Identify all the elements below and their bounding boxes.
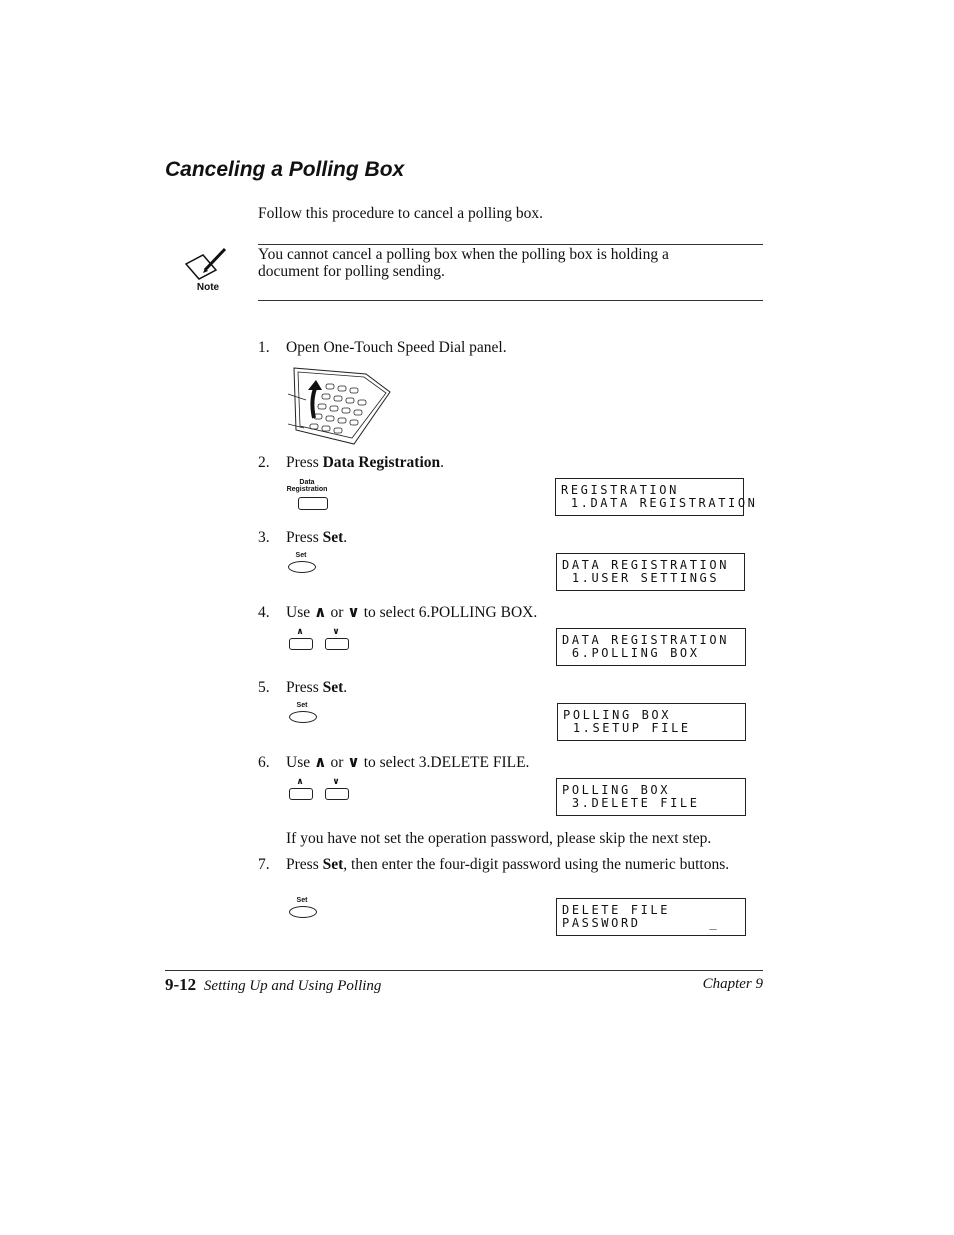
up-arrow-icon: ∧ [313,603,327,621]
note-label: Note [196,282,220,293]
step-number: 1. [258,339,270,356]
step-number: 3. [258,529,270,546]
up-arrow-icon: ∧ [296,776,304,786]
step-number: 6. [258,754,270,771]
note-text: You cannot cancel a polling box when the polling box is holding a document for polling sending. [258,246,669,280]
down-arrow-icon: ∨ [347,603,360,621]
intro-text: Follow this procedure to cancel a polling box. [258,205,543,222]
lcd-display: POLLING BOX 3.DELETE FILE [556,778,746,816]
step-text: Press Set. [286,529,348,546]
set-button[interactable] [288,561,316,573]
lcd-display: DATA REGISTRATION 1.USER SETTINGS [556,553,745,591]
footer-left [165,975,381,995]
step-text: Open One-Touch Speed Dial panel. [286,339,507,356]
down-arrow-icon: ∨ [347,753,360,771]
step-text: Press Data Registration. [286,454,445,471]
speed-dial-panel-illustration [286,362,394,448]
chapter-label: Chapter 9 [702,976,763,992]
page-number: 9-12 [165,975,197,994]
lcd-display: REGISTRATION 1.DATA REGISTRATION [555,478,744,516]
lcd-display: DATA REGISTRATION 6.POLLING BOX [556,628,746,666]
section-title: Setting Up and Using Polling [203,978,382,994]
set-button-label: Set [296,702,308,709]
up-button[interactable] [289,638,313,650]
set-button-label: Set [295,552,307,559]
up-arrow-icon: ∧ [296,626,304,636]
down-button[interactable] [325,788,349,800]
note-bottom-rule [258,300,763,301]
step-number: 5. [258,679,270,696]
page-title: Canceling a Polling Box [165,158,405,181]
down-arrow-icon: ∨ [332,776,340,786]
up-button[interactable] [289,788,313,800]
down-arrow-icon: ∨ [332,626,340,636]
lcd-display: DELETE FILE PASSWORD _ [556,898,746,936]
set-button[interactable] [289,711,317,723]
skip-note-text: If you have not set the operation password, please skip the next step. [286,830,712,847]
step-text: Press Set, then enter the four-digit password using the numeric buttons. [286,856,730,873]
footer-rule [165,970,763,971]
step-number: 4. [258,604,270,621]
step-text: Press Set. [286,679,348,696]
up-arrow-icon: ∧ [313,753,327,771]
set-button[interactable] [289,906,317,918]
step-number: 2. [258,454,270,471]
step-text: Use ∧ or ∨ to select 3.DELETE FILE. [286,753,530,771]
step-text: Use ∧ or ∨ to select 6.POLLING BOX. [286,603,538,621]
set-button-label: Set [296,897,308,904]
down-button[interactable] [325,638,349,650]
data-registration-label: Data Registration [286,479,328,493]
lcd-display: POLLING BOX 1.SETUP FILE [557,703,746,741]
note-top-rule [258,244,763,245]
step-number: 7. [258,856,270,873]
data-registration-button[interactable] [298,497,328,510]
